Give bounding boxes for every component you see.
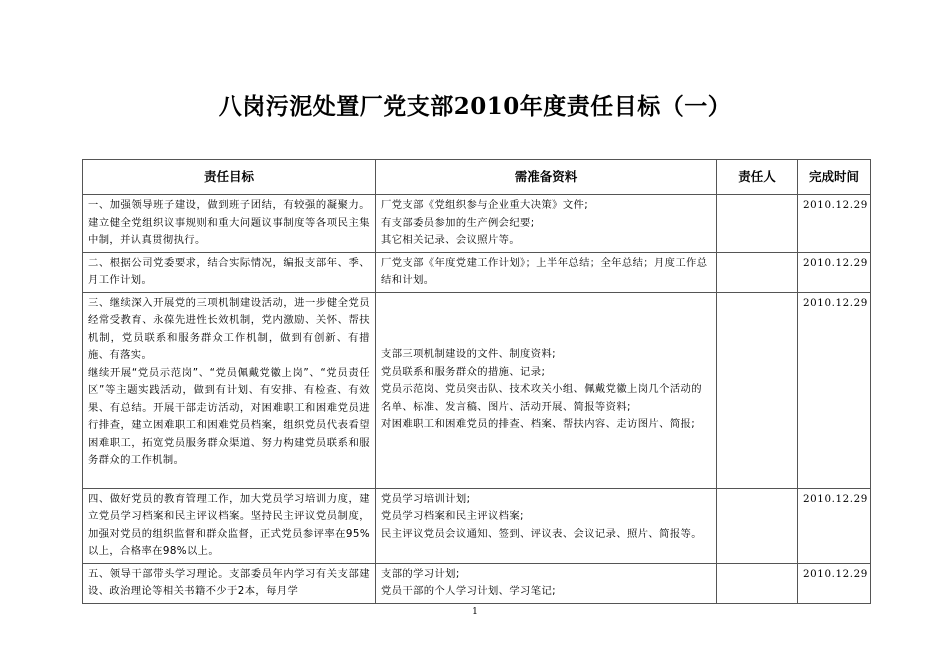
responsible-cell (717, 292, 798, 488)
completion-date-cell: 2010.12.29 (798, 252, 871, 292)
material-item: 厂党支部《年度党建工作计划》；上半年总结；全年总结；月度工作总结和计划。 (381, 256, 708, 286)
table-row (83, 488, 871, 563)
table-row (83, 195, 871, 253)
material-item: 党员学习培训计划; (381, 492, 471, 505)
materials-cell (376, 292, 717, 488)
completion-date-cell: 2010.12.29 (798, 488, 871, 563)
material-item: 厂党支部《党组织参与企业重大决策》文件; (381, 199, 589, 211)
target-cell (83, 488, 376, 563)
completion-date-cell: 2010.12.29 (798, 292, 871, 488)
target-text: 四、做好党员的教育管理工作，加大党员学习培训力度，建立党员学习档案和民主评议档案。坚持民主评议党员制度，加强对党员的组织监督和群众监督，正式党员参评率在95%以上，合格率在98%以上。 (88, 492, 370, 557)
document-title: 八岗污泥处置厂党支部2010年度责任目标（一） (218, 93, 732, 120)
materials-cell (376, 252, 717, 292)
material-item: 支部三项机制建设的文件、制度资料; (381, 348, 557, 361)
completion-date-cell: 2010.12.29 (798, 563, 871, 603)
material-item: 支部的学习计划; (381, 567, 460, 580)
header-target: 责任目标 (83, 160, 376, 195)
target-text: 三、继续深入开展党的三项机制建设活动，进一步健全党员经常受教育、永葆先进性长效机制，党内激励、关怀、帮扶机制，党员联系和服务群众工作机制，做到有创新、有措施、有落实。 (88, 296, 370, 361)
header-materials: 需准备资料 (376, 160, 717, 195)
responsible-cell (717, 252, 798, 292)
responsible-cell (717, 488, 798, 563)
target-cell (83, 195, 376, 253)
target-cell (83, 252, 376, 292)
material-item: 有支部委员参加的生产例会纪要; (381, 216, 535, 229)
material-item: 党员干部的个人学习计划、学习笔记; (381, 585, 557, 597)
materials-cell (376, 488, 717, 563)
materials-cell (376, 195, 717, 253)
table-header-row (83, 160, 871, 195)
material-item: 民主评议党员会议通知、签到、评议表、会议记录、照片、简报等。 (381, 527, 702, 540)
table-row (83, 252, 871, 292)
target-cell (83, 563, 376, 603)
material-item: 党员示范岗、党员突击队、技术攻关小组、佩戴党徽上岗几个活动的名单、标准、发言稿、图片、活动开展、简报等资料; (381, 383, 702, 413)
target-text: 一、加强领导班子建设，做到班子团结，有较强的凝聚力。建立健全党组织议事规则和重大问题议事制度等各项民主集中制，并认真贯彻执行。 (88, 199, 370, 246)
target-text: 继续开展“党员示范岗”、“党员佩戴党徽上岗”、“党员责任区”等主题实践活动，做到有计划、有安排、有检查、有效果、有总结。开展干部走访活动，对困难职工和困难党员进行排查，建立困难职工和困难党员档案，组织党员代表看望困难职工，拓宽党员服务群众渠道、努力构建党员联系和服务群众的工作机制。 (88, 366, 370, 466)
target-text: 五、领导干部带头学习理论。支部委员年内学习有关支部建设、政治理论等相关书籍不少于2本，每月学 (88, 567, 370, 597)
table-row (83, 292, 871, 488)
material-item: 其它相关记录、会议照片等。 (381, 234, 521, 246)
material-item: 党员联系和服务群众的措施、记录; (381, 365, 546, 378)
material-item: 对困难职工和困难党员的排查、档案、帮扶内容、走访图片、简报; (381, 418, 696, 431)
target-text: 二、根据公司党委要求，结合实际情况，编报支部年、季、月工作计划。 (88, 256, 370, 286)
responsible-cell (717, 195, 798, 253)
completion-date-cell: 2010.12.29 (798, 195, 871, 253)
target-cell (83, 292, 376, 488)
header-responsible: 责任人 (717, 160, 798, 195)
page-number: 1 (472, 607, 478, 617)
responsible-cell (717, 563, 798, 603)
header-completion-date: 完成时间 (798, 160, 871, 195)
materials-cell (376, 563, 717, 603)
responsibility-table (82, 159, 871, 604)
table-row (83, 563, 871, 603)
material-item: 党员学习档案和民主评议档案; (381, 510, 524, 522)
